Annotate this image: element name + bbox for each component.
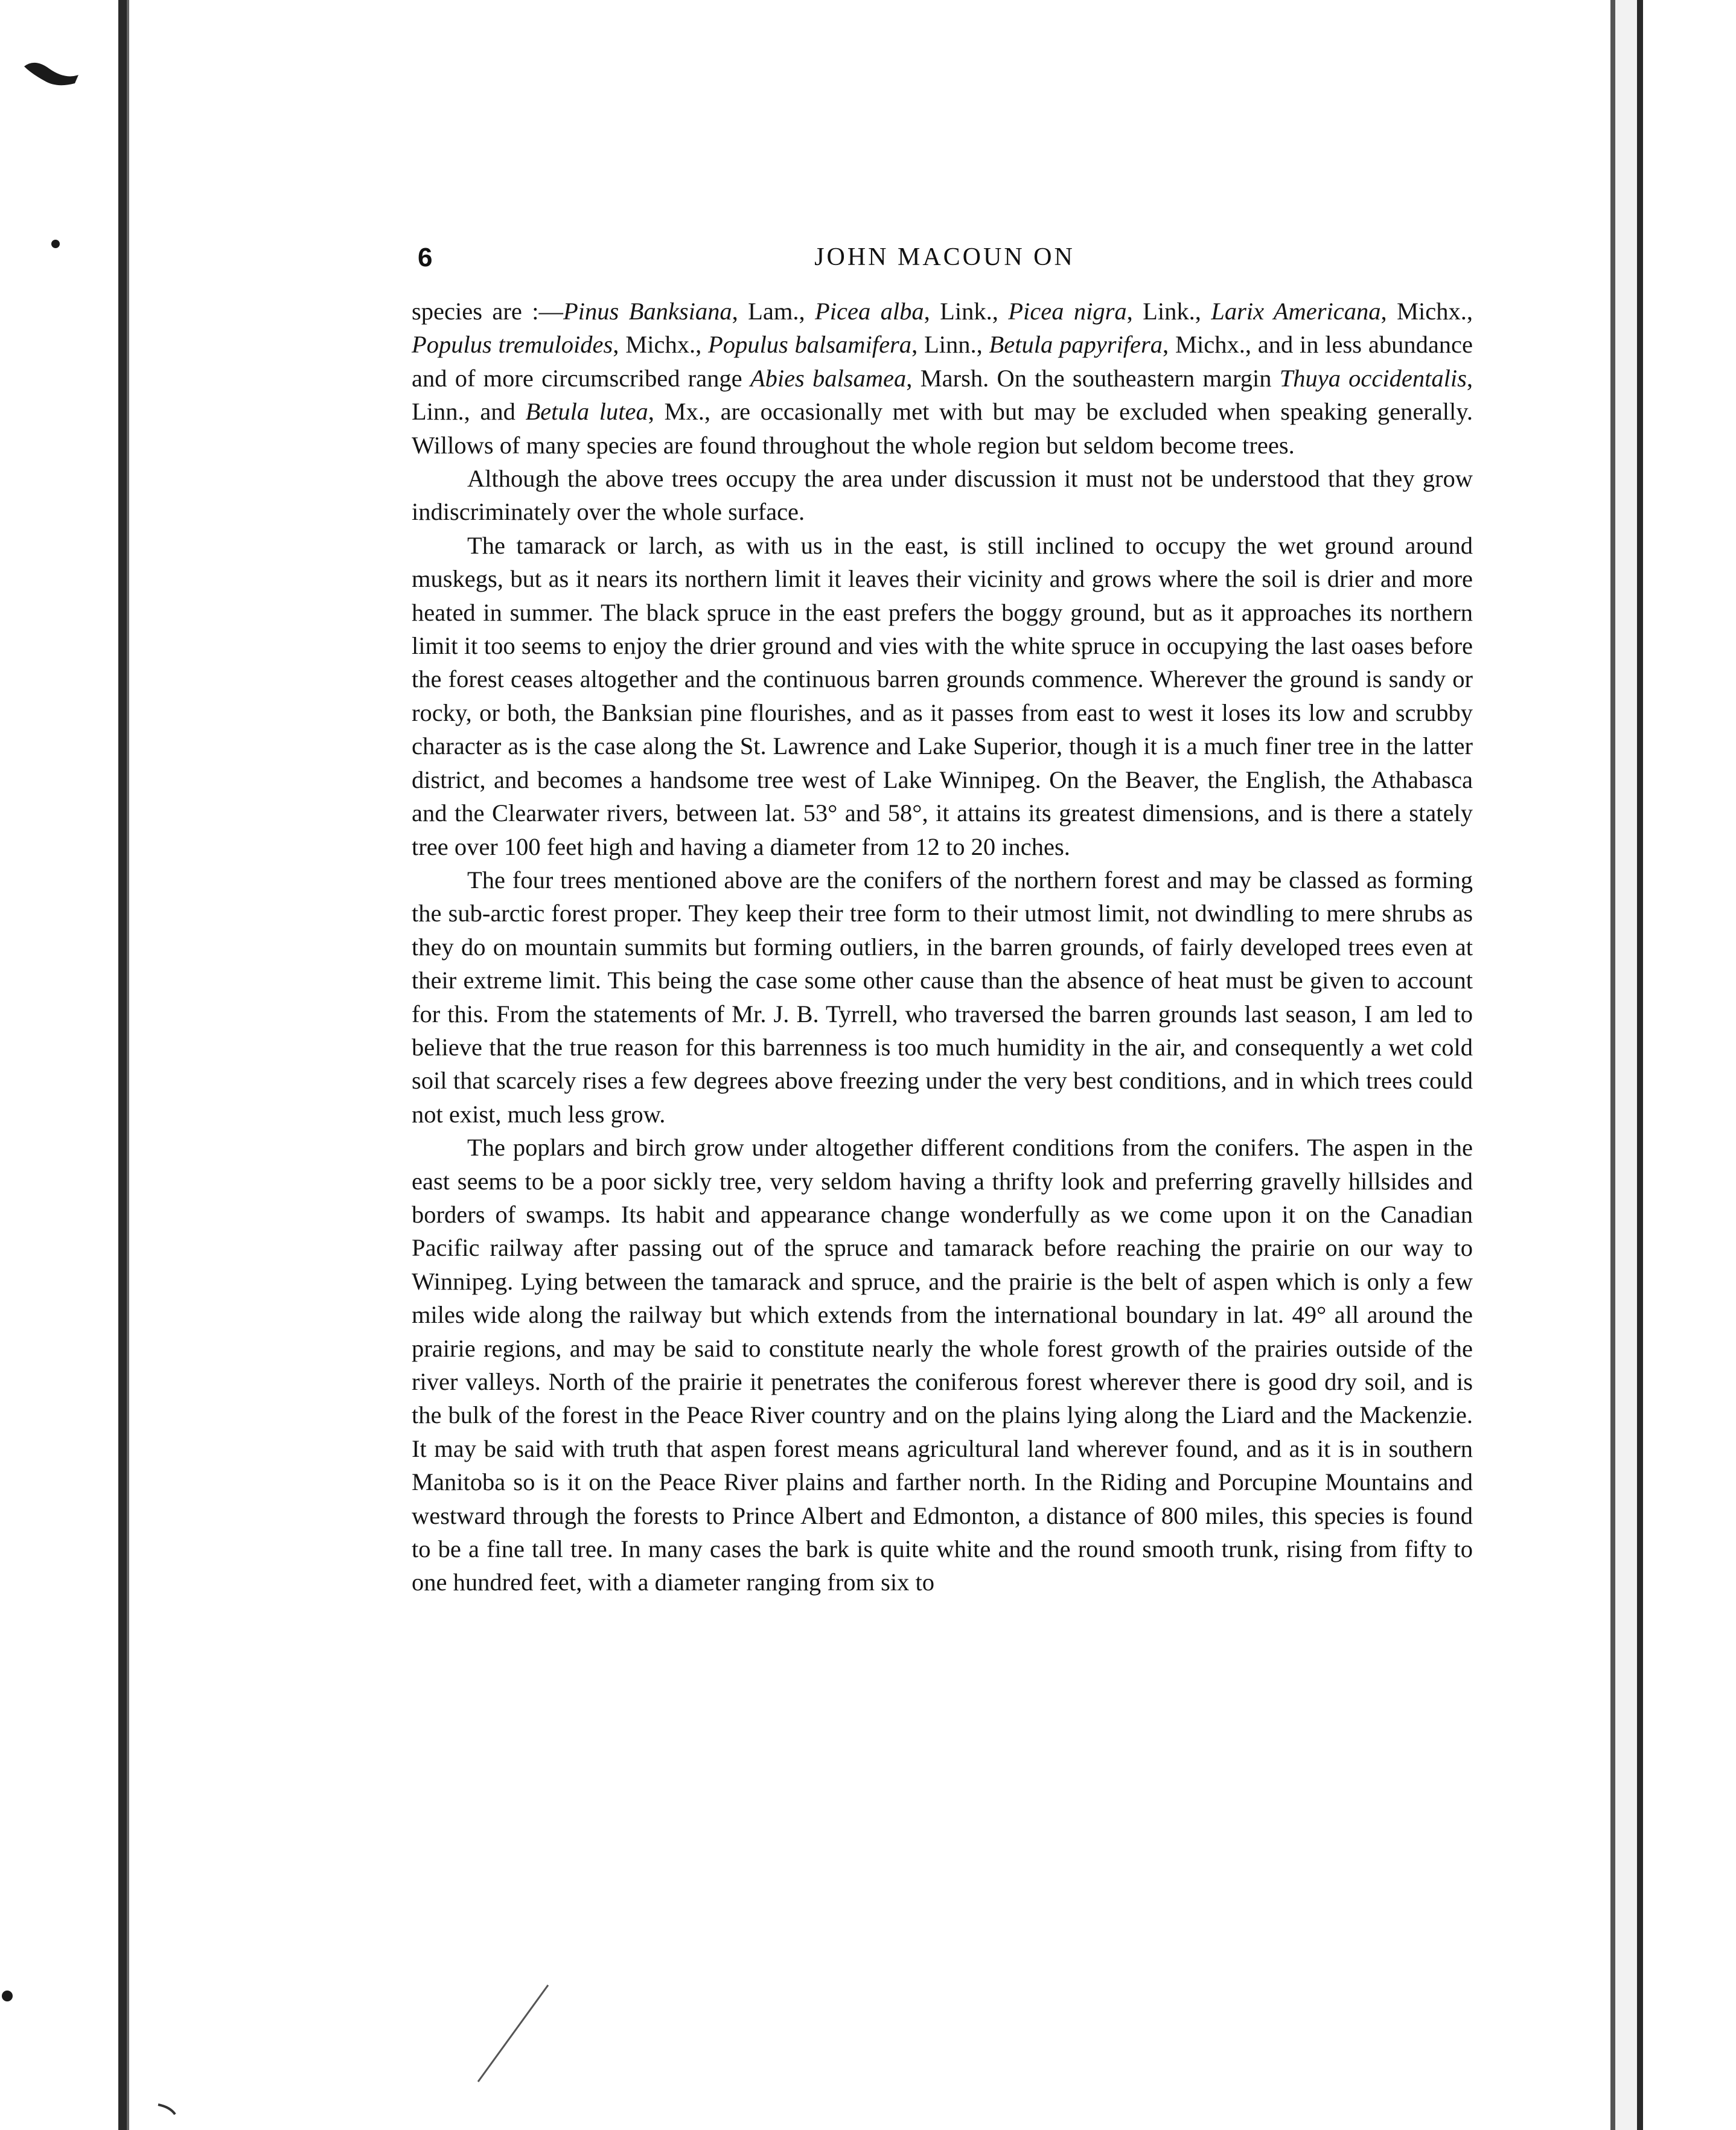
text-run: , Mx., are occasionally met with but may be excluded when speaking generally. Willows of many species are found throughout the whole region but seldom become trees.: [412, 398, 1473, 459]
body-text: [412, 295, 1473, 1599]
text-run: , Michx.,: [613, 331, 708, 359]
text-run: , Linn., and: [412, 364, 1473, 426]
paragraph: [412, 529, 1473, 863]
species-name: Thuya occidentalis: [1279, 364, 1467, 392]
species-name: Picea nigra: [1008, 298, 1127, 325]
running-head: JOHN MACOUN ON: [814, 243, 1075, 271]
left-margin-dot: [51, 240, 60, 248]
text-run: The poplars and birch grow under altogether different conditions from the conifers. The aspen in the east seems to be a poor sickly tree, very seldom having a thrifty look and preferring gravelly hillsides and borders of swamps. Its habit and appearance change wonderfully as we come upon it on the Canadian Pacific railway after passing out of the spruce and tamarack before reaching the prairie on our way to Winnipeg. Lying between the tamarack and spruce, and the prairie is the belt of aspen which is only a few miles wide along the railway but which extends from the international boundary in lat. 49° all around the prairie regions, and may be said to constitute nearly the whole forest growth of the prairies outside of the river valleys. North of the prairie it penetrates the coniferous forest wherever there is good dry soil, and is the bulk of the forest in the Peace River country and on the plains lying along the Liard and the Mackenzie. It may be said with truth that aspen forest means agricultural land wherever found, and as it is in southern Manitoba so is it on the Peace River plains and farther north. In the Riding and Porcupine Mountains and westward through the forests to Prince Albert and Edmonton, a distance of 800 miles, this species is found to be a fine tall tree. In many cases the bark is quite white and the round smooth trunk, rising from fifty to one hundred feet, with a diameter ranging from six to: [412, 1134, 1473, 1596]
text-run: , Michx.,: [1380, 298, 1473, 325]
species-name: Betula papyrifera: [989, 331, 1163, 359]
left-page-edge-band: [0, 0, 118, 2130]
species-name: Abies balsamea: [750, 364, 907, 392]
species-name: Betula lutea: [525, 398, 648, 426]
left-binding-inner: [127, 0, 129, 2130]
species-name: Larix Americana: [1211, 298, 1381, 325]
text-run: The tamarack or larch, as with us in the east, is still inclined to occupy the wet ground around muskegs, but as it nears its northern limit it leaves their vicinity and grows where the soil is drier and more heated in summer. The black spruce in the east prefers the boggy ground, but as it approaches its northern limit it too seems to enjoy the drier ground and vies with the white spruce in occupying the last oases before the forest ceases altogether and the continuous barren grounds commence. Wherever the ground is sandy or rocky, or both, the Banksian pine flourishes, and as it passes from east to west it loses its low and scrubby character as is the case along the St. Lawrence and Lake Superior, though it is a much finer tree in the latter district, and becomes a handsome tree west of Lake Winnipeg. On the Beaver, the English, the Athabasca and the Clearwater rivers, between lat. 53° and 58°, it attains its greatest dimensions, and is there a stately tree over 100 feet high and having a diameter from 12 to 20 inches.: [412, 531, 1473, 860]
left-binding-shadow: [118, 0, 127, 2130]
right-page-edge: [1610, 0, 1615, 2130]
right-binding-gap: [1615, 0, 1637, 2130]
text-run: The four trees mentioned above are the conifers of the northern forest and may be classed as forming the sub-arctic forest proper. They keep their tree form to their utmost limit, not dwindling to mere shrubs as they do on mountain summits but forming outliers, in the barren grounds, of fairly developed trees even at their extreme limit. This being the case some other cause than the absence of heat must be given to account for this. From the statements of Mr. J. B. Tyrrell, who traversed the barren grounds last season, I am led to believe that the true reason for this barrenness is too much humidity in the air, and consequently a wet cold soil that scarcely rises a few degrees above freezing under the very best conditions, and in which trees could not exist, much less grow.: [412, 866, 1473, 1128]
paragraph: [412, 462, 1473, 529]
text-run: , Michx., and in less abundance and of more circumscribed range: [412, 331, 1473, 392]
species-name: Populus tremuloides: [412, 331, 613, 359]
text-run: , Link.,: [1126, 298, 1211, 325]
text-run: species are :—: [412, 298, 563, 325]
paragraph: [412, 863, 1473, 1131]
right-binding-shadow: [1637, 0, 1643, 2130]
text-run: , Link.,: [924, 298, 1009, 325]
paragraph: [412, 295, 1473, 462]
bottom-edge-mark: [158, 2105, 175, 2114]
text-run: , Linn.,: [911, 331, 989, 359]
left-margin-dot-2: [2, 1991, 13, 2001]
text-run: Although the above trees occupy the area under discussion it must not be understood that they grow indiscriminately over the whole surface.: [412, 465, 1473, 526]
species-name: Populus balsamifera: [708, 331, 912, 359]
paragraph: [412, 1131, 1473, 1599]
species-name: Pinus Banksiana: [563, 298, 732, 325]
page-number: 6: [418, 243, 433, 272]
text-run: , Marsh. On the southeastern margin: [906, 364, 1280, 392]
text-run: , Lam.,: [732, 298, 815, 325]
species-name: Picea alba: [815, 298, 924, 325]
bottom-left-scratch: [478, 1985, 548, 2082]
